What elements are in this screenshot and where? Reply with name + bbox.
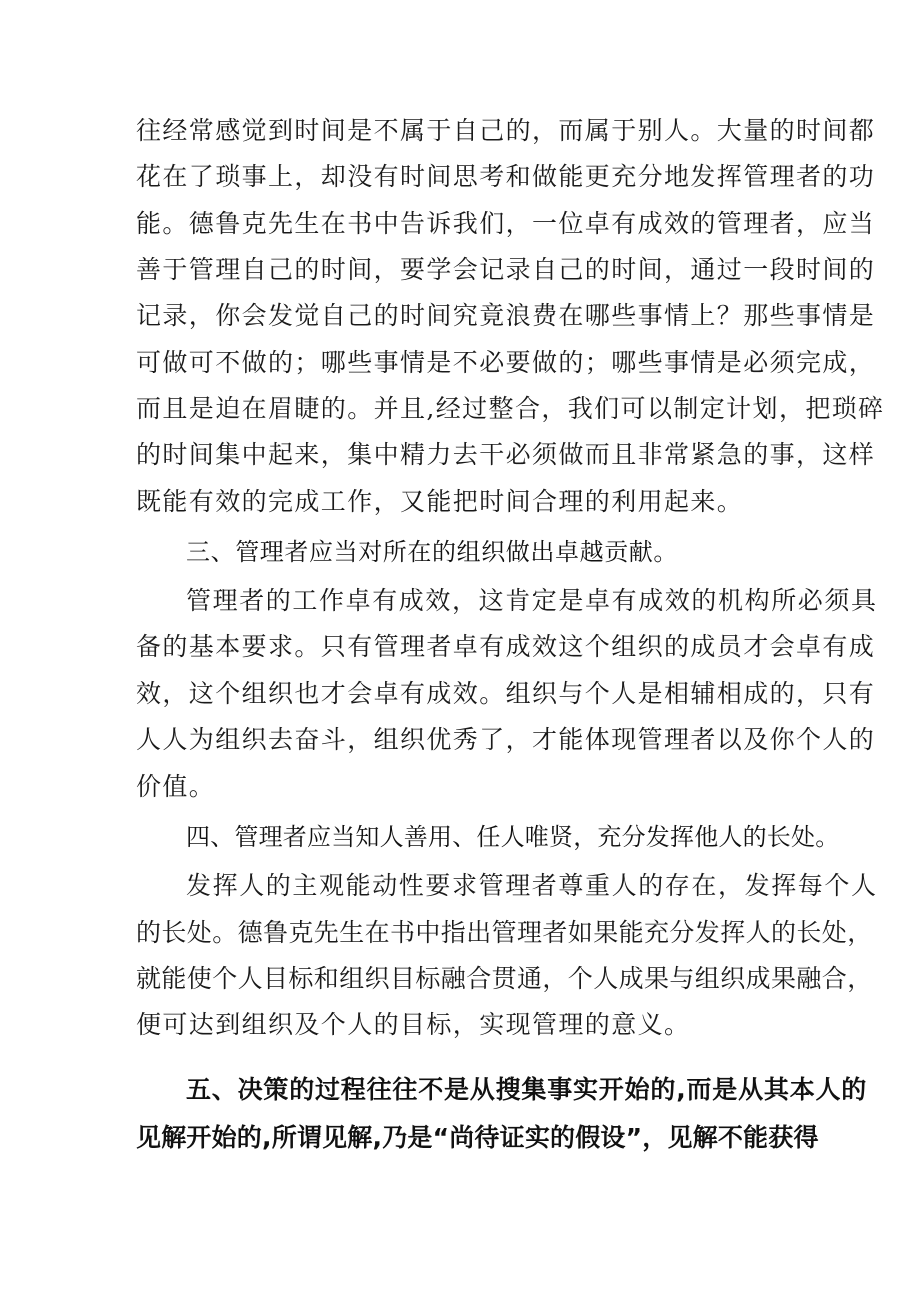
- paragraph-line: 人人为组织去奋斗，组织优秀了，才能体现管理者以及你个人的: [136, 725, 876, 754]
- section-heading-continued: 见解开始的,所谓见解,乃是“尚待证实的假设”，见解不能获得: [136, 1123, 819, 1152]
- paragraph-line: 既能有效的完成工作，又能把时间合理的利用起来。: [136, 487, 744, 516]
- paragraph-line: 效，这个组织也才会卓有成效。组织与个人是相辅相成的，只有: [136, 679, 876, 708]
- paragraph-line: 的长处。德鲁克先生在书中指出管理者如果能充分发挥人的长处，: [136, 918, 873, 947]
- paragraph-line: 可做可不做的；哪些事情是不必要做的；哪些事情是必须完成，: [136, 348, 876, 377]
- paragraph-line: 发挥人的主观能动性要求管理者尊重人的存在，发挥每个人: [186, 871, 878, 900]
- paragraph-line: 价值。: [136, 772, 216, 801]
- paragraph-line: 善于管理自己的时间，要学会记录自己的时间，通过一段时间的: [136, 255, 876, 284]
- paragraph-line: 能。德鲁克先生在书中告诉我们，一位卓有成效的管理者，应当: [136, 209, 876, 238]
- paragraph-line: 便可达到组织及个人的目标，实现管理的意义。: [136, 1010, 691, 1039]
- section-heading: 四、管理者应当知人善用、任人唯贤，充分发挥他人的长处。: [186, 823, 840, 851]
- paragraph-line: 记录，你会发觉自己的时间究竟浪费在哪些事情上？那些事情是: [136, 301, 876, 330]
- paragraph-line: 就能使个人目标和组织目标融合贯通，个人成果与组织成果融合，: [136, 964, 873, 993]
- paragraph-line: 而且是迫在眉睫的。并且,经过整合，我们可以制定计划，把琐碎: [136, 394, 885, 423]
- paragraph-line: 花在了琐事上，却没有时间思考和做能更充分地发挥管理者的功: [136, 162, 876, 191]
- paragraph-line: 的时间集中起来，集中精力去干必须做而且非常紧急的事，这样: [136, 440, 876, 469]
- section-heading: 三、管理者应当对所在的组织做出卓越贡献。: [186, 538, 678, 566]
- section-heading: 五、决策的过程往往不是从搜集事实开始的,而是从其本人的: [186, 1075, 868, 1104]
- paragraph-line: 管理者的工作卓有成效，这肯定是卓有成效的机构所必须具: [186, 586, 878, 615]
- paragraph-line: 备的基本要求。只有管理者卓有成效这个组织的成员才会卓有成: [136, 632, 876, 661]
- paragraph-line: 往经常感觉到时间是不属于自己的，而属于别人。大量的时间都: [136, 116, 876, 145]
